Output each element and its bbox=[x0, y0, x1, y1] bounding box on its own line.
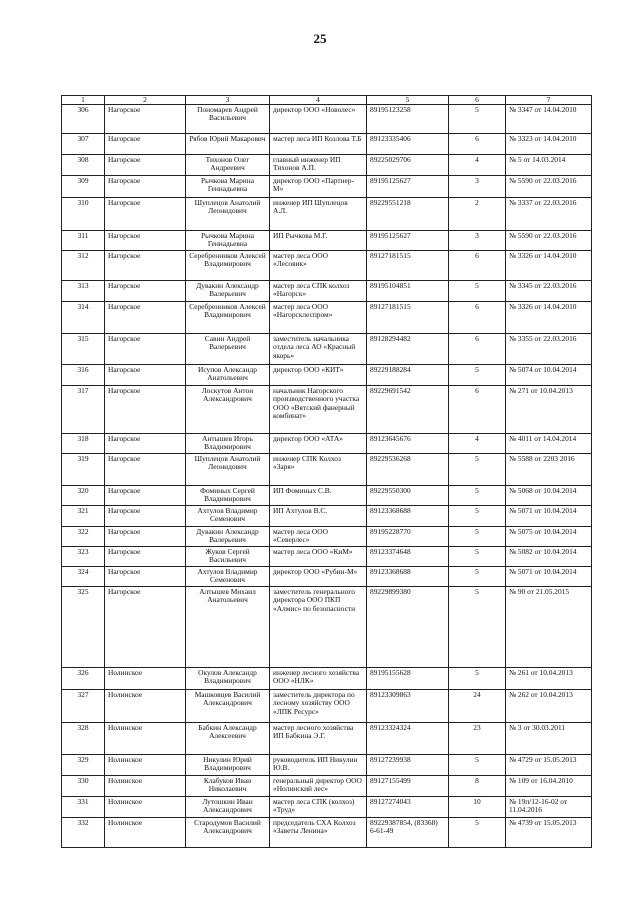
settlement-cell: Нагорское bbox=[105, 527, 186, 547]
settlement-cell: Нагорское bbox=[105, 281, 186, 302]
count-cell: 4 bbox=[449, 155, 506, 176]
count-cell: 5 bbox=[449, 818, 506, 848]
document-cell: № 4011 от 14.04.2014 bbox=[506, 434, 592, 454]
count-cell: 10 bbox=[449, 797, 506, 818]
row-number-cell: 312 bbox=[62, 251, 105, 281]
count-cell: 2 bbox=[449, 198, 506, 231]
phone-cell: 89195104851 bbox=[367, 281, 449, 302]
count-cell: 6 bbox=[449, 251, 506, 281]
row-number-cell: 313 bbox=[62, 281, 105, 302]
person-name-cell: Шуплецов Анатолий Леонидович bbox=[186, 454, 270, 486]
person-name-cell: Лутошкин Иван Александрович bbox=[186, 797, 270, 818]
row-number-cell: 319 bbox=[62, 454, 105, 486]
count-cell: 5 bbox=[449, 365, 506, 386]
document-cell: № 271 от 10.04.2013 bbox=[506, 386, 592, 434]
position-cell: заместитель начальника отдела леса АО «Красный якорь» bbox=[270, 334, 367, 365]
position-cell: главный инженер ИП Тихонов А.П. bbox=[270, 155, 367, 176]
position-cell: инженер ИП Шуплецов А.Л. bbox=[270, 198, 367, 231]
count-cell: 23 bbox=[449, 723, 506, 755]
settlement-cell: Нагорское bbox=[105, 386, 186, 434]
settlement-cell: Нагорское bbox=[105, 486, 186, 506]
person-name-cell: Ахтулов Владимир Семенович bbox=[186, 567, 270, 587]
person-name-cell: Пономарев Андрей Васильевич bbox=[186, 105, 270, 134]
table-row bbox=[62, 668, 592, 690]
row-number-cell: 322 bbox=[62, 527, 105, 547]
document-cell: № 3337 от 22.03.2016 bbox=[506, 198, 592, 231]
document-cell: № 109 от 16.04.2010 bbox=[506, 776, 592, 797]
document-cell: № 261 от 10.04.2013 bbox=[506, 668, 592, 690]
table-row bbox=[62, 334, 592, 365]
row-number-cell: 329 bbox=[62, 755, 105, 776]
table-row bbox=[62, 755, 592, 776]
table-row bbox=[62, 454, 592, 486]
document-cell: № 4729 от 15.05.2013 bbox=[506, 755, 592, 776]
table-row bbox=[62, 251, 592, 281]
settlement-cell: Нолинское bbox=[105, 755, 186, 776]
header-cell: 1 bbox=[62, 96, 105, 105]
count-cell: 6 bbox=[449, 134, 506, 155]
settlement-cell: Нагорское bbox=[105, 506, 186, 527]
phone-cell: 89195125627 bbox=[367, 176, 449, 198]
count-cell: 8 bbox=[449, 776, 506, 797]
position-cell: мастер леса ООО «КиМ» bbox=[270, 547, 367, 567]
position-cell: инженер лесного хозяйства ООО «НЛК» bbox=[270, 668, 367, 690]
header-cell: 3 bbox=[186, 96, 270, 105]
settlement-cell: Нагорское bbox=[105, 176, 186, 198]
person-name-cell: Лоскутов Антон Александрович bbox=[186, 386, 270, 434]
table-row bbox=[62, 723, 592, 755]
row-number-cell: 328 bbox=[62, 723, 105, 755]
row-number-cell: 307 bbox=[62, 134, 105, 155]
document-cell: № 5074 от 10.04.2014 bbox=[506, 365, 592, 386]
person-name-cell: Машковцев Василий Александрович bbox=[186, 690, 270, 723]
row-number-cell: 330 bbox=[62, 776, 105, 797]
settlement-cell: Нолинское bbox=[105, 723, 186, 755]
row-number-cell: 321 bbox=[62, 506, 105, 527]
settlement-cell: Нагорское bbox=[105, 567, 186, 587]
row-number-cell: 311 bbox=[62, 231, 105, 251]
document-cell: № 4739 от 15.05.2013 bbox=[506, 818, 592, 848]
person-name-cell: Шуплецов Анатолий Леонидович bbox=[186, 198, 270, 231]
count-cell: 3 bbox=[449, 231, 506, 251]
row-number-cell: 324 bbox=[62, 567, 105, 587]
phone-cell: 89229899380 bbox=[367, 587, 449, 668]
person-name-cell: Антышев Игорь Владимирович bbox=[186, 434, 270, 454]
row-number-cell: 327 bbox=[62, 690, 105, 723]
position-cell: мастер леса ООО «Лесовик» bbox=[270, 251, 367, 281]
position-cell: председатель СХА Колхоз «Заветы Ленина» bbox=[270, 818, 367, 848]
document-cell: № 262 от 10.04.2013 bbox=[506, 690, 592, 723]
person-name-cell: Рябов Юрий Макарович bbox=[186, 134, 270, 155]
phone-cell: 89123645676 bbox=[367, 434, 449, 454]
phone-cell: 89229188284 bbox=[367, 365, 449, 386]
row-number-cell: 331 bbox=[62, 797, 105, 818]
position-cell: директор ООО «АТА» bbox=[270, 434, 367, 454]
document-cell: № 5075 от 10.04.2014 bbox=[506, 527, 592, 547]
phone-cell: 89229691542 bbox=[367, 386, 449, 434]
table-row bbox=[62, 690, 592, 723]
settlement-cell: Нагорское bbox=[105, 251, 186, 281]
position-cell: мастер лесного хозяйства ИП Бабкина Э.Г. bbox=[270, 723, 367, 755]
table-row bbox=[62, 231, 592, 251]
phone-cell: 89127181515 bbox=[367, 302, 449, 334]
document-cell: № 5068 от 10.04.2014 bbox=[506, 486, 592, 506]
document-cell: № 3326 от 14.04.2010 bbox=[506, 251, 592, 281]
header-cell: 6 bbox=[449, 96, 506, 105]
person-name-cell: Ахтулов Владимир Семенович bbox=[186, 506, 270, 527]
document-cell: № 5590 от 22.03.2016 bbox=[506, 231, 592, 251]
row-number-cell: 332 bbox=[62, 818, 105, 848]
row-number-cell: 314 bbox=[62, 302, 105, 334]
table-row bbox=[62, 486, 592, 506]
document-cell: № 3347 от 14.04.2010 bbox=[506, 105, 592, 134]
document-cell: № 3355 от 22.03.2016 bbox=[506, 334, 592, 365]
person-name-cell: Окулов Александр Владимирович bbox=[186, 668, 270, 690]
settlement-cell: Нолинское bbox=[105, 668, 186, 690]
count-cell: 4 bbox=[449, 434, 506, 454]
count-cell: 5 bbox=[449, 486, 506, 506]
row-number-cell: 320 bbox=[62, 486, 105, 506]
document-cell: № 3326 от 14.04.2010 bbox=[506, 302, 592, 334]
position-cell: заместитель директора по лесному хозяйству ООО «ЛПК Ресурс» bbox=[270, 690, 367, 723]
position-cell: начальник Нагорского производственного участка ООО «Вятский фанерный комбинат» bbox=[270, 386, 367, 434]
person-name-cell: Никулин Юрий Владимирович bbox=[186, 755, 270, 776]
row-number-cell: 318 bbox=[62, 434, 105, 454]
registry-table bbox=[61, 95, 592, 848]
person-name-cell: Алтышев Михаил Анатольевич bbox=[186, 587, 270, 668]
phone-cell: 89229536268 bbox=[367, 454, 449, 486]
phone-cell: 89123335406 bbox=[367, 134, 449, 155]
table-row bbox=[62, 797, 592, 818]
phone-cell: 89195228770 bbox=[367, 527, 449, 547]
table-row bbox=[62, 434, 592, 454]
position-cell: директор ООО «Партнер-М» bbox=[270, 176, 367, 198]
settlement-cell: Нагорское bbox=[105, 434, 186, 454]
person-name-cell: Стародумов Василий Александрович bbox=[186, 818, 270, 848]
position-cell: мастер леса СПК колхоз «Нагорск» bbox=[270, 281, 367, 302]
position-cell: заместитель генерального директора ООО ПКП «Алмис» по безопасности bbox=[270, 587, 367, 668]
header-cell: 2 bbox=[105, 96, 186, 105]
settlement-cell: Нолинское bbox=[105, 776, 186, 797]
row-number-cell: 309 bbox=[62, 176, 105, 198]
count-cell: 5 bbox=[449, 567, 506, 587]
row-number-cell: 323 bbox=[62, 547, 105, 567]
count-cell: 5 bbox=[449, 454, 506, 486]
person-name-cell: Рычкова Марина Геннадьевна bbox=[186, 231, 270, 251]
count-cell: 6 bbox=[449, 386, 506, 434]
count-cell: 5 bbox=[449, 506, 506, 527]
person-name-cell: Тихонов Олег Андреевич bbox=[186, 155, 270, 176]
phone-cell: 89225029706 bbox=[367, 155, 449, 176]
person-name-cell: Бабкин Александр Алексеевич bbox=[186, 723, 270, 755]
count-cell: 6 bbox=[449, 302, 506, 334]
settlement-cell: Нолинское bbox=[105, 797, 186, 818]
header-row bbox=[62, 96, 592, 105]
table-row bbox=[62, 105, 592, 134]
header-cell: 7 bbox=[506, 96, 592, 105]
person-name-cell: Рычкова Марина Геннадьевна bbox=[186, 176, 270, 198]
table-row bbox=[62, 365, 592, 386]
table-row bbox=[62, 776, 592, 797]
table-row bbox=[62, 818, 592, 848]
position-cell: мастер леса ООО «Нагорсклеспром» bbox=[270, 302, 367, 334]
table-row bbox=[62, 198, 592, 231]
settlement-cell: Нагорское bbox=[105, 198, 186, 231]
position-cell: ИП Рычкова М.Г. bbox=[270, 231, 367, 251]
person-name-cell: Исупов Александр Анатольевич bbox=[186, 365, 270, 386]
header-cell: 4 bbox=[270, 96, 367, 105]
phone-cell: 89229550300 bbox=[367, 486, 449, 506]
person-name-cell: Жуков Сергей Васильевич bbox=[186, 547, 270, 567]
document-cell: № 90 от 21.05.2015 bbox=[506, 587, 592, 668]
position-cell: директор ООО «Рубин-М» bbox=[270, 567, 367, 587]
phone-cell: 89195125627 bbox=[367, 231, 449, 251]
position-cell: инженер СПК Колхоз «Заря» bbox=[270, 454, 367, 486]
phone-cell: 89123368688 bbox=[367, 506, 449, 527]
row-number-cell: 317 bbox=[62, 386, 105, 434]
settlement-cell: Нолинское bbox=[105, 818, 186, 848]
table-row bbox=[62, 527, 592, 547]
settlement-cell: Нагорское bbox=[105, 547, 186, 567]
position-cell: генеральный директор ООО «Нолинский лес» bbox=[270, 776, 367, 797]
table-row bbox=[62, 302, 592, 334]
person-name-cell: Дувакин Александр Валерьевич bbox=[186, 281, 270, 302]
count-cell: 5 bbox=[449, 755, 506, 776]
settlement-cell: Нагорское bbox=[105, 155, 186, 176]
phone-cell: 89123374648 bbox=[367, 547, 449, 567]
settlement-cell: Нагорское bbox=[105, 334, 186, 365]
row-number-cell: 308 bbox=[62, 155, 105, 176]
person-name-cell: Фоминых Сергей Владимирович bbox=[186, 486, 270, 506]
phone-cell: 89127155499 bbox=[367, 776, 449, 797]
position-cell: директор ООО «Новолес» bbox=[270, 105, 367, 134]
phone-cell: 89123324324 bbox=[367, 723, 449, 755]
settlement-cell: Нагорское bbox=[105, 134, 186, 155]
document-cell: № 5 от 14.03.2014 bbox=[506, 155, 592, 176]
position-cell: руководитель ИП Никулин Ю.В. bbox=[270, 755, 367, 776]
table-row bbox=[62, 155, 592, 176]
document-cell: № 5590 от 22.03.2016 bbox=[506, 176, 592, 198]
settlement-cell: Нагорское bbox=[105, 302, 186, 334]
document-cell: № 3345 от 22.03.2016 bbox=[506, 281, 592, 302]
phone-cell: 89229551218 bbox=[367, 198, 449, 231]
page-number: 25 bbox=[313, 31, 327, 46]
settlement-cell: Нагорское bbox=[105, 231, 186, 251]
phone-cell: 89229387854, (83368) 6-61-49 bbox=[367, 818, 449, 848]
count-cell: 5 bbox=[449, 587, 506, 668]
table-row bbox=[62, 134, 592, 155]
phone-cell: 89127274043 bbox=[367, 797, 449, 818]
count-cell: 5 bbox=[449, 527, 506, 547]
count-cell: 5 bbox=[449, 105, 506, 134]
row-number-cell: 316 bbox=[62, 365, 105, 386]
phone-cell: 89128294482 bbox=[367, 334, 449, 365]
settlement-cell: Нагорское bbox=[105, 454, 186, 486]
phone-cell: 89127181515 bbox=[367, 251, 449, 281]
table-row bbox=[62, 506, 592, 527]
row-number-cell: 315 bbox=[62, 334, 105, 365]
document-cell: № 5082 от 10.04.2014 bbox=[506, 547, 592, 567]
count-cell: 5 bbox=[449, 547, 506, 567]
document-cell: № 19п/12-16-02 от 11.04.2016 bbox=[506, 797, 592, 818]
phone-cell: 89123309863 bbox=[367, 690, 449, 723]
settlement-cell: Нолинское bbox=[105, 690, 186, 723]
settlement-cell: Нагорское bbox=[105, 365, 186, 386]
table-row bbox=[62, 281, 592, 302]
table-row bbox=[62, 587, 592, 668]
person-name-cell: Серебренников Алексей Владимирович bbox=[186, 302, 270, 334]
count-cell: 24 bbox=[449, 690, 506, 723]
phone-cell: 89127239938 bbox=[367, 755, 449, 776]
position-cell: директор ООО «КИТ» bbox=[270, 365, 367, 386]
phone-cell: 89195123258 bbox=[367, 105, 449, 134]
position-cell: ИП Ахтулов В.С. bbox=[270, 506, 367, 527]
document-cell: № 3323 от 14.04.2010 bbox=[506, 134, 592, 155]
count-cell: 5 bbox=[449, 281, 506, 302]
table-row bbox=[62, 176, 592, 198]
position-cell: мастер леса СПК (колхоз) «Труд» bbox=[270, 797, 367, 818]
document-cell: № 5071 от 10.04.2014 bbox=[506, 506, 592, 527]
position-cell: мастер леса ИП Козлова Т.Б bbox=[270, 134, 367, 155]
table-row bbox=[62, 567, 592, 587]
row-number-cell: 310 bbox=[62, 198, 105, 231]
document-cell: № 5588 от 2203 2016 bbox=[506, 454, 592, 486]
row-number-cell: 306 bbox=[62, 105, 105, 134]
document-cell: № 3 от 30.03.2011 bbox=[506, 723, 592, 755]
phone-cell: 89195155628 bbox=[367, 668, 449, 690]
settlement-cell: Нагорское bbox=[105, 587, 186, 668]
document-cell: № 5071 от 10.04.2014 bbox=[506, 567, 592, 587]
count-cell: 3 bbox=[449, 176, 506, 198]
person-name-cell: Дувакин Александр Валерьевич bbox=[186, 527, 270, 547]
table-row bbox=[62, 547, 592, 567]
position-cell: мастер леса ООО «Северлес» bbox=[270, 527, 367, 547]
settlement-cell: Нагорское bbox=[105, 105, 186, 134]
position-cell: ИП Фоминых С.В. bbox=[270, 486, 367, 506]
person-name-cell: Клабуков Иван Николаевич bbox=[186, 776, 270, 797]
person-name-cell: Серебренников Алексей Владимирович bbox=[186, 251, 270, 281]
row-number-cell: 325 bbox=[62, 587, 105, 668]
count-cell: 5 bbox=[449, 668, 506, 690]
person-name-cell: Савин Андрей Валерьевич bbox=[186, 334, 270, 365]
table-row bbox=[62, 386, 592, 434]
header-cell: 5 bbox=[367, 96, 449, 105]
count-cell: 6 bbox=[449, 334, 506, 365]
registry-table-body bbox=[62, 96, 592, 848]
phone-cell: 89123368688 bbox=[367, 567, 449, 587]
row-number-cell: 326 bbox=[62, 668, 105, 690]
